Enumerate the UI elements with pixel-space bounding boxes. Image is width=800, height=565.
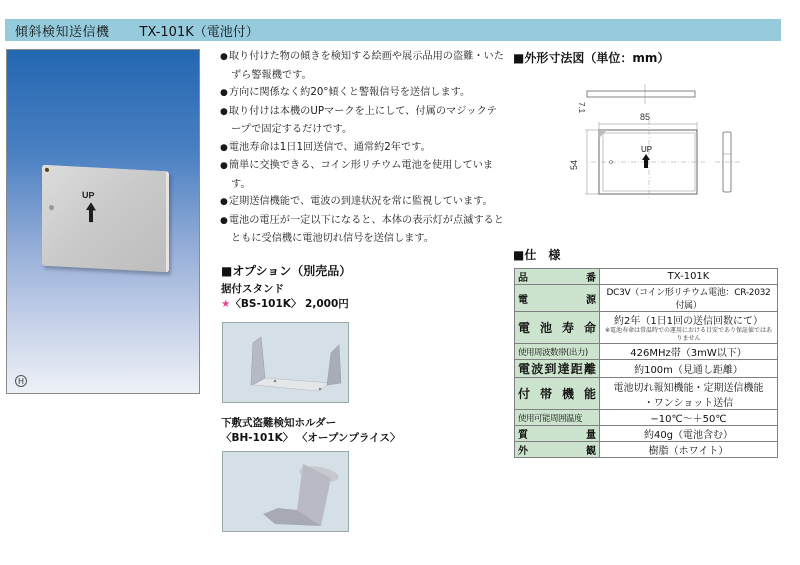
table-row bbox=[515, 410, 778, 426]
product-model: TX-101K（電池付） bbox=[139, 24, 259, 40]
spec-value-line1: 電池切れ報知機能・定期送信機能 bbox=[613, 382, 764, 394]
table-row bbox=[515, 360, 778, 378]
up-label: UP bbox=[82, 189, 95, 201]
option-stand-code-price: 〈BS-101K〉 2,000円 bbox=[230, 298, 349, 310]
spec-label: 電波到達距離 bbox=[515, 360, 600, 378]
spec-value: 樹脂（ホワイト） bbox=[600, 442, 778, 458]
spec-label: 使用可能周囲温度 bbox=[515, 410, 600, 426]
stand-photo bbox=[222, 322, 349, 403]
spec-value: TX-101K bbox=[600, 269, 778, 285]
up-drawing-label: UP bbox=[641, 145, 653, 154]
thickness-label: 7.1 bbox=[577, 102, 586, 114]
spec-label: 使用周波数帯(出力) bbox=[515, 344, 600, 360]
up-arrow-icon bbox=[86, 202, 96, 223]
table-row bbox=[515, 442, 778, 458]
table-row bbox=[515, 426, 778, 442]
feature-item: ● 電池の電圧が一定以下になると、本体の表示灯が点滅するとともに受信機に電池切れ信号を送信します。 bbox=[220, 212, 505, 248]
spec-label: 付帯機能 bbox=[515, 378, 600, 410]
spec-value: DC3V（コイン形リチウム電池：CR-2032付属） bbox=[600, 285, 778, 312]
holder-image bbox=[223, 452, 348, 531]
page-header bbox=[5, 19, 781, 41]
h-mark-icon: H bbox=[15, 375, 27, 387]
dimensions-heading: ■外形寸法図（単位：mm） bbox=[513, 51, 670, 65]
feature-list bbox=[220, 48, 505, 248]
table-row bbox=[515, 378, 778, 410]
option-stand-price bbox=[221, 296, 349, 311]
height-label: 54 bbox=[569, 159, 579, 170]
feature-item: ● 方向に関係なく約20°傾くと警報信号を送信します。 bbox=[220, 84, 505, 103]
holder-photo bbox=[222, 451, 349, 532]
spec-value bbox=[600, 378, 778, 410]
spec-value-line2: ・ワンショット送信 bbox=[643, 397, 734, 409]
spec-value: 約100m（見通し距離） bbox=[600, 360, 778, 378]
transmitter-device-image bbox=[42, 165, 169, 273]
table-row bbox=[515, 344, 778, 360]
spec-value bbox=[600, 312, 778, 344]
spec-value-main: 約2年（1日1回の送信回数にて） bbox=[613, 316, 764, 327]
specs-table bbox=[514, 268, 778, 458]
width-label: 85 bbox=[639, 112, 651, 122]
feature-item: ● 定期送信機能で、電波の到達状況を常に監視しています。 bbox=[220, 193, 505, 212]
spec-label: 電池寿命 bbox=[515, 312, 600, 344]
spec-value: 426MHz帯（3mW以下） bbox=[600, 344, 778, 360]
table-row bbox=[515, 269, 778, 285]
indicator-led bbox=[45, 168, 49, 172]
spec-value: −10℃〜＋50℃ bbox=[600, 410, 778, 426]
stand-image bbox=[223, 323, 348, 402]
spec-value: 約40g（電池含む） bbox=[600, 426, 778, 442]
device-hole bbox=[49, 205, 54, 210]
spec-label: 品 番 bbox=[515, 269, 600, 285]
option-holder-code-price: 〈BH-101K〉 〈オープンプライス〉 bbox=[221, 432, 401, 444]
star-icon: ★ bbox=[221, 298, 231, 310]
spec-note: ※電池寿命は常温時での運用における目安であり保証値ではありません bbox=[604, 327, 773, 342]
table-row bbox=[515, 285, 778, 312]
specs-heading: ■仕 様 bbox=[513, 248, 561, 262]
option-holder-name: 下敷式盗難検知ホルダー bbox=[221, 417, 337, 429]
spec-label: 外 観 bbox=[515, 442, 600, 458]
dimension-drawing bbox=[565, 78, 765, 213]
feature-item: ● 取り付けは本機のUPマークを上にして、付属のマジックテープで固定するだけです。 bbox=[220, 103, 505, 139]
feature-item: ● 簡単に交換できる、コイン形リチウム電池を使用しています。 bbox=[220, 157, 505, 193]
options-heading: ■オプション（別売品） bbox=[221, 264, 352, 278]
option-stand-name: 据付スタンド bbox=[221, 283, 284, 295]
spec-label: 電 源 bbox=[515, 285, 600, 312]
product-title: 傾斜検知送信機 bbox=[15, 24, 110, 40]
product-photo bbox=[6, 49, 200, 394]
feature-item: ● 取り付けた物の傾きを検知する絵画や展示品用の盗難・いたずら警報機です。 bbox=[220, 48, 505, 84]
spec-label: 質 量 bbox=[515, 426, 600, 442]
feature-item: ● 電池寿命は1日1回送信で、通常約2年です。 bbox=[220, 139, 505, 158]
table-row bbox=[515, 312, 778, 344]
